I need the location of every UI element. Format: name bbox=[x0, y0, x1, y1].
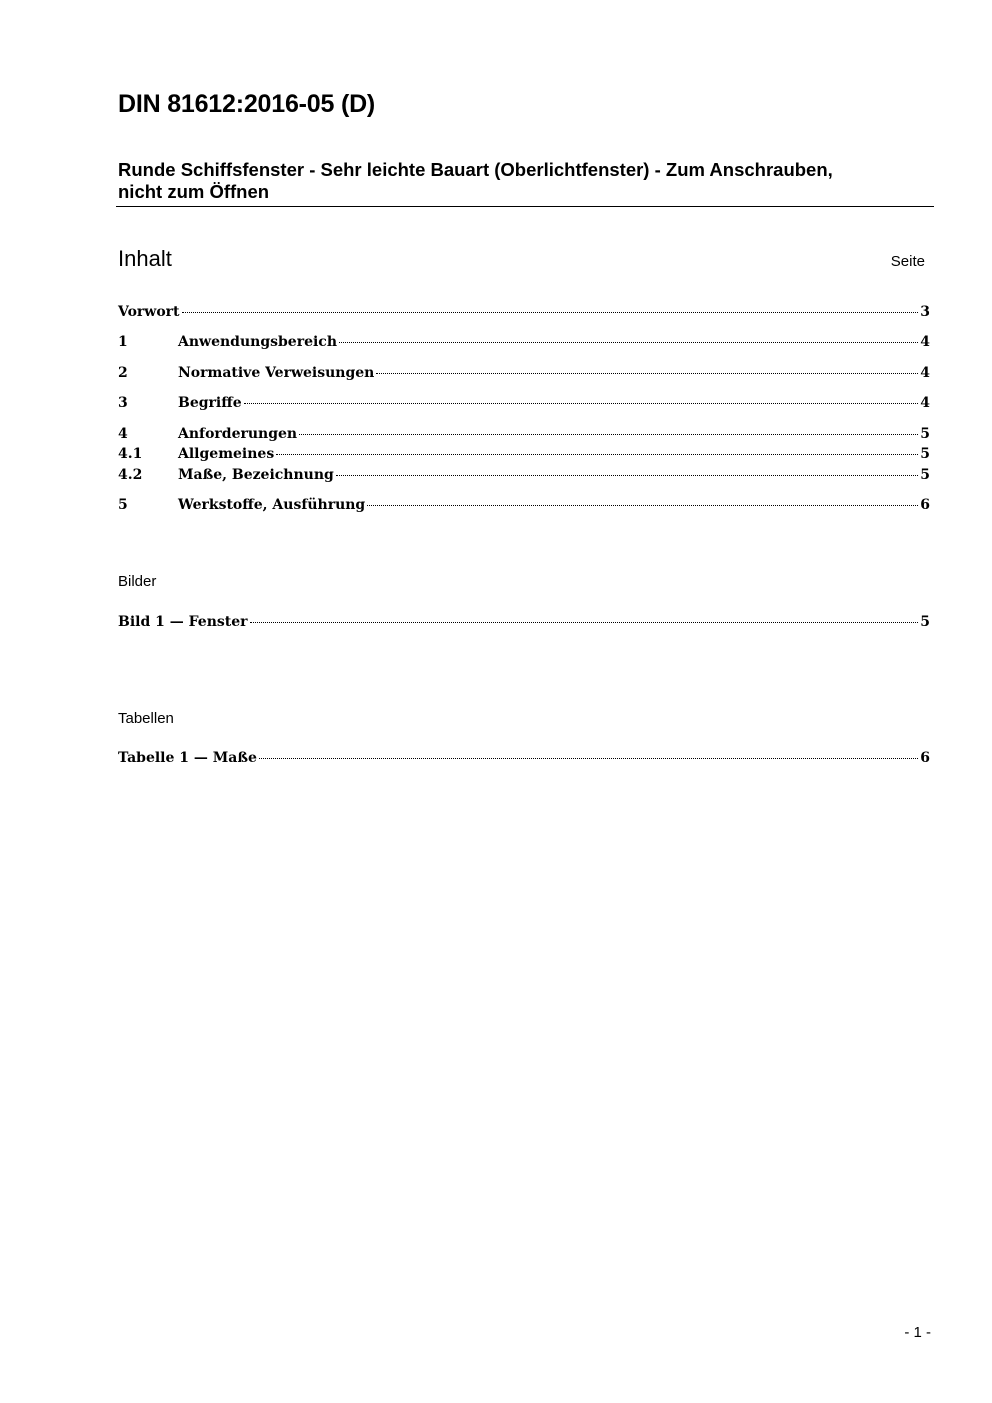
toc-entry-label: Begriffe bbox=[178, 395, 242, 411]
toc-entry-number: 1 bbox=[118, 334, 128, 350]
toc-dot-leader bbox=[244, 403, 919, 404]
toc-entry-page: 3 bbox=[920, 304, 930, 320]
toc-dot-leader bbox=[336, 475, 918, 476]
toc-entry-anforderungen[interactable] bbox=[118, 425, 930, 443]
toc-entry-page: 4 bbox=[920, 334, 930, 350]
toc-dot-leader bbox=[276, 454, 918, 455]
toc-entry-number: 5 bbox=[118, 497, 128, 513]
document-id: DIN 81612:2016-05 (D) bbox=[118, 90, 376, 118]
toc-dot-leader bbox=[376, 373, 918, 374]
toc-dot-leader bbox=[299, 434, 918, 435]
document-title bbox=[118, 159, 918, 203]
toc-entry-allgemeines[interactable] bbox=[118, 445, 930, 463]
toc-entry-label: Normative Verweisungen bbox=[178, 365, 375, 381]
toc-entry-normative-verweisungen[interactable] bbox=[118, 364, 930, 382]
figure-entry-bild-1[interactable] bbox=[118, 613, 930, 631]
toc-entry-label: Anforderungen bbox=[178, 426, 298, 442]
toc-entry-number: 3 bbox=[118, 395, 128, 411]
table-entry-tabelle-1[interactable] bbox=[118, 749, 930, 767]
figures-heading: Bilder bbox=[118, 573, 157, 590]
toc-entry-werkstoffe-ausfuehrung[interactable] bbox=[118, 496, 930, 514]
toc-entry-number: 4.1 bbox=[118, 446, 143, 462]
toc-dot-leader bbox=[182, 312, 919, 313]
toc-entry-label: Allgemeines bbox=[178, 446, 275, 462]
table-entry-page: 6 bbox=[920, 750, 930, 766]
toc-entry-vorwort[interactable] bbox=[118, 303, 930, 321]
toc-entry-page: 5 bbox=[920, 426, 930, 442]
figure-entry-page: 5 bbox=[920, 614, 930, 630]
document-title-line-1: Runde Schiffsfenster - Sehr leichte Bauart (Oberlichtfenster) - Zum Anschrauben, bbox=[118, 159, 833, 180]
toc-entry-masse-bezeichnung[interactable] bbox=[118, 466, 930, 484]
toc-entry-page: 5 bbox=[920, 467, 930, 483]
toc-entry-label: Maße, Bezeichnung bbox=[178, 467, 334, 483]
toc-entry-page: 5 bbox=[920, 446, 930, 462]
toc-entry-number: 4.2 bbox=[118, 467, 143, 483]
figure-entry-label: Bild 1 — Fenster bbox=[118, 614, 248, 630]
toc-dot-leader bbox=[367, 505, 918, 506]
toc-dot-leader bbox=[339, 342, 918, 343]
page-number-footer: - 1 - bbox=[904, 1324, 931, 1341]
title-divider bbox=[116, 206, 934, 207]
table-entry-label: Tabelle 1 — Maße bbox=[118, 750, 257, 766]
toc-dot-leader bbox=[259, 758, 918, 759]
toc-entry-begriffe[interactable] bbox=[118, 394, 930, 412]
toc-entry-page: 4 bbox=[920, 365, 930, 381]
toc-entry-page: 4 bbox=[920, 395, 930, 411]
toc-page-column-label: Seite bbox=[890, 253, 925, 270]
toc-entry-label: Anwendungsbereich bbox=[178, 334, 337, 350]
document-title-line-2: nicht zum Öffnen bbox=[118, 181, 270, 202]
toc-dot-leader bbox=[250, 622, 919, 623]
toc-entry-number: 2 bbox=[118, 365, 128, 381]
toc-entry-label: Vorwort bbox=[118, 304, 180, 320]
toc-entry-label: Werkstoffe, Ausführung bbox=[178, 497, 366, 513]
toc-entry-number: 4 bbox=[118, 426, 128, 442]
toc-entry-anwendungsbereich[interactable] bbox=[118, 333, 930, 351]
tables-heading: Tabellen bbox=[118, 710, 174, 727]
toc-entry-page: 6 bbox=[920, 497, 930, 513]
toc-heading: Inhalt bbox=[118, 246, 172, 271]
